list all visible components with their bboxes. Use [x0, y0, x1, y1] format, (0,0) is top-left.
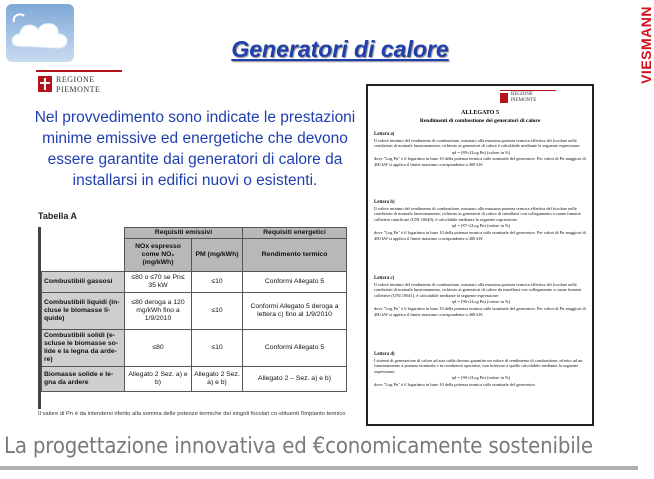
cell-nox: Allegato 2 Sez. a) e b): [125, 367, 192, 392]
cell-pm: ≤10: [192, 293, 243, 330]
doc-heading: ALLEGATO 5: [461, 110, 499, 116]
doc-section-title: Lettera a): [374, 132, 395, 137]
brand-text: VIESMANN: [638, 6, 654, 84]
cell-rendimento: Conformi Allegato 5: [243, 272, 347, 293]
requirements-table: [38, 227, 347, 409]
table-row: [42, 293, 347, 330]
doc-section: [374, 352, 588, 388]
cell-nox: ≤80 deroga a 120 mg/kWh fino a 1/9/2010: [125, 293, 192, 330]
doc-section-text: I sistemi di generazione di calore ad aria calda devono garantire un valore di rendimento di combustione, riferito ad un funzionamento a potenza nominale e in condizioni operative, non inferiore a quello calcolabile mediante la seguente espressione:: [374, 357, 583, 374]
body-text: Nel provvedimento sono indicate le prestazioni minime emissive ed energetiche che devono essere garantite dai generatori di calore da installarsi in edifici nuovi o esistenti.: [34, 109, 356, 189]
doc-formula: ηd = (90+2Log Pn) (valore in %): [451, 299, 511, 305]
cell-rendimento: Conformi Allegato 5: [243, 330, 347, 367]
doc-section: [374, 200, 588, 241]
viessmann-brand: [604, 6, 654, 116]
doc-formula: ηd = (87+2Log Pn) (valore in %): [451, 223, 511, 229]
logo-line1: REGIONE: [56, 75, 95, 84]
cell-pm: Allegato 2 Sez. a) e b): [192, 367, 243, 392]
slide-title: Generatori di calore: [231, 36, 449, 62]
table-row: [42, 272, 347, 293]
doc-section: [374, 276, 588, 317]
doc-subheading: Rendimenti di combustione dei generatori di calore: [419, 118, 541, 124]
doc-formula: ηd = (90+2Log Pn) (valore in %): [451, 375, 511, 381]
doc-section-text: Il valore minimo del rendimento di combustione, misurato alla massima potenza termica effettiva del focolare nelle condizioni di normale funzionamento, richiesto ai generatori di calore di installarsi con collegamento a canne fumarie collettive ramificate (UNI 10640), è calcolabile mediante la seguente espressione:: [374, 205, 581, 222]
cell-nox: ≤80: [125, 330, 192, 367]
doc-section-text: Il valore minimo del rendimento di combustione, misurato alla massima potenza termica effettiva del focolare nelle condizioni di normale funzionamento, richiesto ai generatori di calore è calcolabile mediante la seguente espressione:: [374, 137, 581, 149]
doc-section-text: Il valore minimo del rendimento di combustione, misurato alla massima potenza termica effettiva del focolare nelle condizioni di normale funzionamento, richiesto ai generatori di calore da installarsi con collegamento a canne fumarie collettive (UNI 10641), è calcolabile mediante la seguente espressione:: [374, 281, 582, 298]
row-label: Combustibili gassosi: [42, 272, 125, 293]
table-corner-2: [42, 239, 125, 272]
doc-section-note: dove "Log Pn" è il logaritmo in base 10 della potenza termica utile nominale del generatore. Per valori di Pn maggiori di 400 kW si applica il limite massimo corrispondente a 400 kW.: [374, 229, 586, 241]
doc-logo-line2: PIEMONTE: [511, 98, 537, 103]
regione-emblem-icon: [38, 76, 52, 92]
cell-nox: ≤80 o ≤70 se Pn≤ 35 kW: [125, 272, 192, 293]
table-corner: [42, 228, 125, 239]
cell-pm: ≤10: [192, 330, 243, 367]
cell-rendimento: Conformi Allegato 5 deroga a lettera c) fino al 1/9/2010: [243, 293, 347, 330]
doc-logo-line1: REGIONE: [511, 92, 533, 97]
footer-rule: [0, 466, 638, 470]
table-row: [42, 330, 347, 367]
regione-piemonte-logo: [36, 70, 122, 102]
table-row: [42, 367, 347, 392]
doc-section-title: Lettera c): [374, 276, 395, 281]
sub-header-nox: NOx espresso come NO₂ (mg/kWh): [125, 239, 192, 272]
group-header-energetici: Requisiti energetici: [243, 228, 347, 239]
doc-section-title: Lettera b): [374, 200, 395, 205]
cell-pm: ≤10: [192, 272, 243, 293]
allegato-document: [366, 84, 594, 426]
table-label: Tabella A: [38, 211, 78, 221]
doc-section-title: Lettera d): [374, 352, 395, 357]
table-footnote: Il valore di Pn è da intendersi riferito alla somma delle potenze termiche dei singoli focolari co-stituenti l'impianto termico: [38, 411, 346, 417]
doc-section-note: dove "Log Pn" è il logaritmo in base 10 della potenza termica utile nominale del generatore.: [374, 381, 536, 387]
footer-tagline: La progettazione innovativa ed €conomicamente sostenibile: [4, 434, 593, 459]
doc-formula: ηd = (89+2Log Pn) (valore in %): [451, 149, 511, 155]
sub-header-pm: PM (mg/kWh): [192, 239, 243, 272]
sub-header-rendimento: Rendimento termico: [243, 239, 347, 272]
doc-emblem-icon: [500, 93, 508, 103]
logo-line2: PIEMONTE: [56, 85, 101, 94]
row-label: Biomasse solide e le-gna da ardere: [42, 367, 125, 392]
cloud-logo-icon: [4, 2, 76, 64]
doc-section: [374, 132, 588, 168]
row-label: Combustibili liquidi (in-cluse le biomasse li-quide): [42, 293, 125, 330]
row-label: Combustibili solidi (e-scluse le biomasse so-lide e la legna da arde-re): [42, 330, 125, 367]
doc-section-note: dove "Log Pn" è il logaritmo in base 10 della potenza termica utile nominale del generatore. Per valori di Pn maggiori di 400 kW si applica il limite massimo corrispondente a 400 kW.: [374, 156, 586, 167]
cell-rendimento: Allegato 2 – Sez. a) e b): [243, 367, 347, 392]
group-header-emissivi: Requisiti emissivi: [125, 228, 243, 239]
doc-section-note: dove "Log Pn" è il logaritmo in base 10 della potenza termica utile nominale del generatore. Per valori di Pn maggiori di 400 kW si applica il limite massimo corrispondente a 400 kW.: [374, 305, 586, 317]
doc-regione-logo: [500, 90, 556, 107]
